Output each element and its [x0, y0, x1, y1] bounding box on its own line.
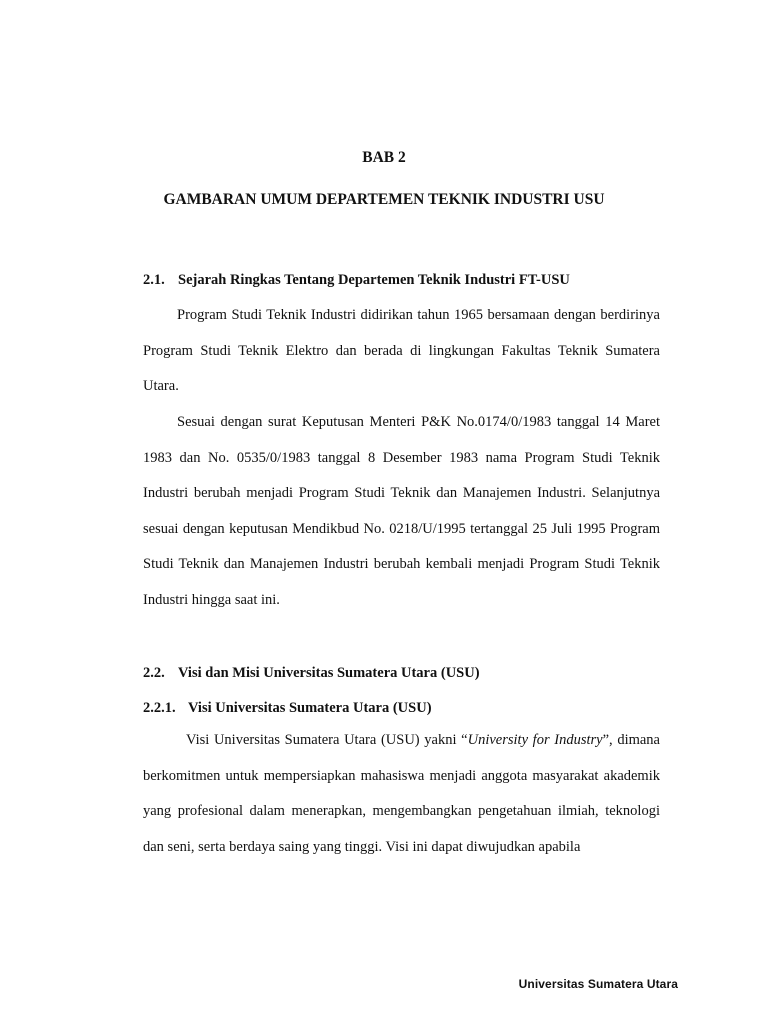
subsection-number: 2.2.1. [143, 700, 176, 716]
section-title: Visi dan Misi Universitas Sumatera Utara (USU) [178, 665, 480, 681]
subsection-title: Visi Universitas Sumatera Utara (USU) [188, 700, 432, 716]
paragraph [143, 723, 660, 865]
paragraph: Program Studi Teknik Industri didirikan tahun 1965 bersamaan dengan berdirinya Program Studi Teknik Elektro dan berada di lingkungan Fakultas Teknik Sumatera Utara. [143, 307, 660, 394]
subsection-heading-2-2-1 [143, 700, 432, 717]
section-number: 2.2. [143, 665, 165, 681]
page-footer: Universitas Sumatera Utara [518, 977, 678, 991]
section-title: Sejarah Ringkas Tentang Departemen Teknik Industri FT-USU [178, 272, 570, 288]
chapter-number: BAB 2 [362, 149, 406, 166]
section-number: 2.1. [143, 272, 165, 288]
section-heading-2-1 [143, 272, 570, 289]
paragraph-emphasis: University for Industry [467, 732, 603, 748]
paragraph-text: Visi Universitas Sumatera Utara (USU) yakni “ [186, 732, 468, 748]
chapter-title: GAMBARAN UMUM DEPARTEMEN TEKNIK INDUSTRI USU [163, 191, 605, 208]
paragraph-text: ”, dimana berkomitmen untuk mempersiapkan mahasiswa menjadi anggota masyarakat akademik yang profesional dalam menerapkan, mengembangkan pengetahuan ilmiah, teknologi dan seni, serta berdaya saing yang tinggi. Visi ini dapat diwujudkan apabila [143, 732, 660, 855]
section-heading-2-2 [143, 665, 480, 682]
paragraph: Sesuai dengan surat Keputusan Menteri P&K No.0174/0/1983 tanggal 14 Maret 1983 dan No. 0535/0/1983 tanggal 8 Desember 1983 nama Program Studi Teknik Industri berubah menjadi Program Studi Teknik dan Manajemen Industri. Selanjutnya sesuai dengan keputusan Mendikbud No. 0218/U/1995 tertanggal 25 Juli 1995 Program Studi Teknik dan Manajemen Industri berubah kembali menjadi Program Studi Teknik Industri hingga saat ini. [143, 414, 660, 608]
